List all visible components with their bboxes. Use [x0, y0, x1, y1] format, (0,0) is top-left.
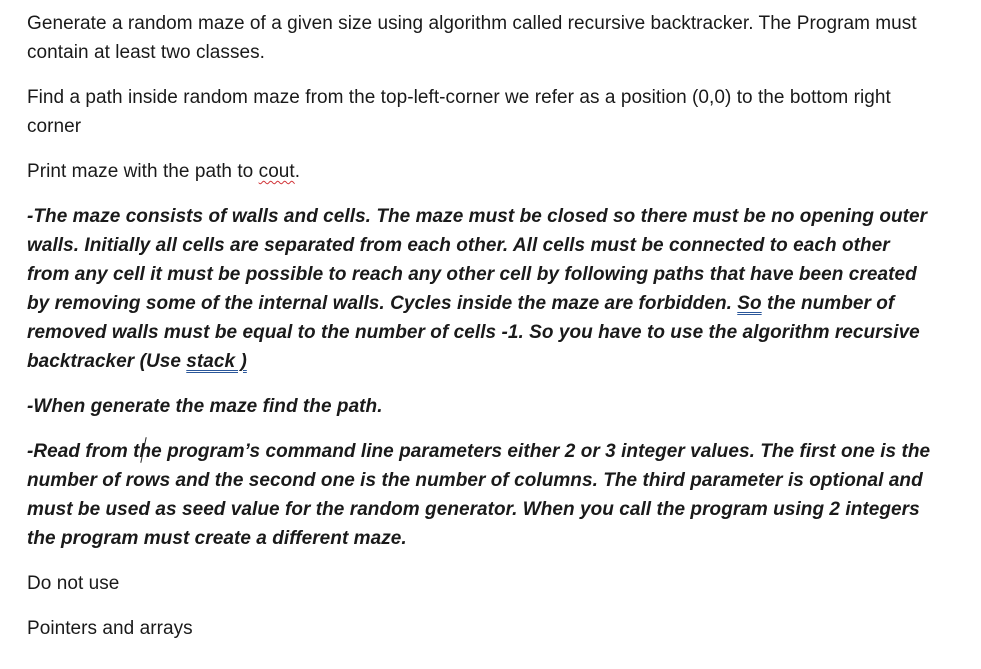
paragraph-find-path: Find a path inside random maze from the top-left-corner we refer as a position (0,0) to the bottom right corner [27, 87, 891, 137]
grammar-flagged-word[interactable]: So [737, 293, 762, 314]
paragraph-pointers-arrays: Pointers and arrays [27, 618, 193, 639]
text-run: . [294, 161, 301, 182]
paragraph-generate-find: -When generate the maze find the path. [27, 396, 383, 417]
paragraph-maze-rules [27, 202, 937, 376]
paragraph-intro: Generate a random maze of a given size using algorithm called recursive backtracker. The Program must contain at least two classes. [27, 13, 917, 63]
grammar-flagged-phrase[interactable]: stack ) [186, 351, 247, 372]
paragraph-print-maze [27, 157, 937, 186]
paragraph-command-line [27, 437, 937, 553]
text-run: -Read from th [27, 441, 152, 462]
paragraph-do-not-use: Do not use [27, 573, 120, 594]
text-run: e program’s command line parameters either 2 or 3 integer values. The first one is the number of rows and the second one is the number of columns. The third parameter is optional and must be used as seed value for the random generator. When you call the program using 2 integers the program must create a different maze. [27, 441, 931, 549]
text-run: -The maze consists of walls and cells. The maze must be closed so there must be no opening outer walls. Initially all cells are separated from each other. All cells must be connected to each other from any cell it must be possible to reach any other cell by following paths that have been created by removing some of the internal walls. Cycles inside the maze are forbidden. [27, 206, 928, 314]
spelling-flagged-word[interactable]: cout [258, 161, 295, 182]
text-run: Print maze with the path to [27, 161, 259, 182]
document-body[interactable] [27, 9, 937, 659]
text-run: the number of removed walls must be equal to the number of cells -1. So you have to use the algorithm recursive backtracker (Use [27, 293, 920, 372]
